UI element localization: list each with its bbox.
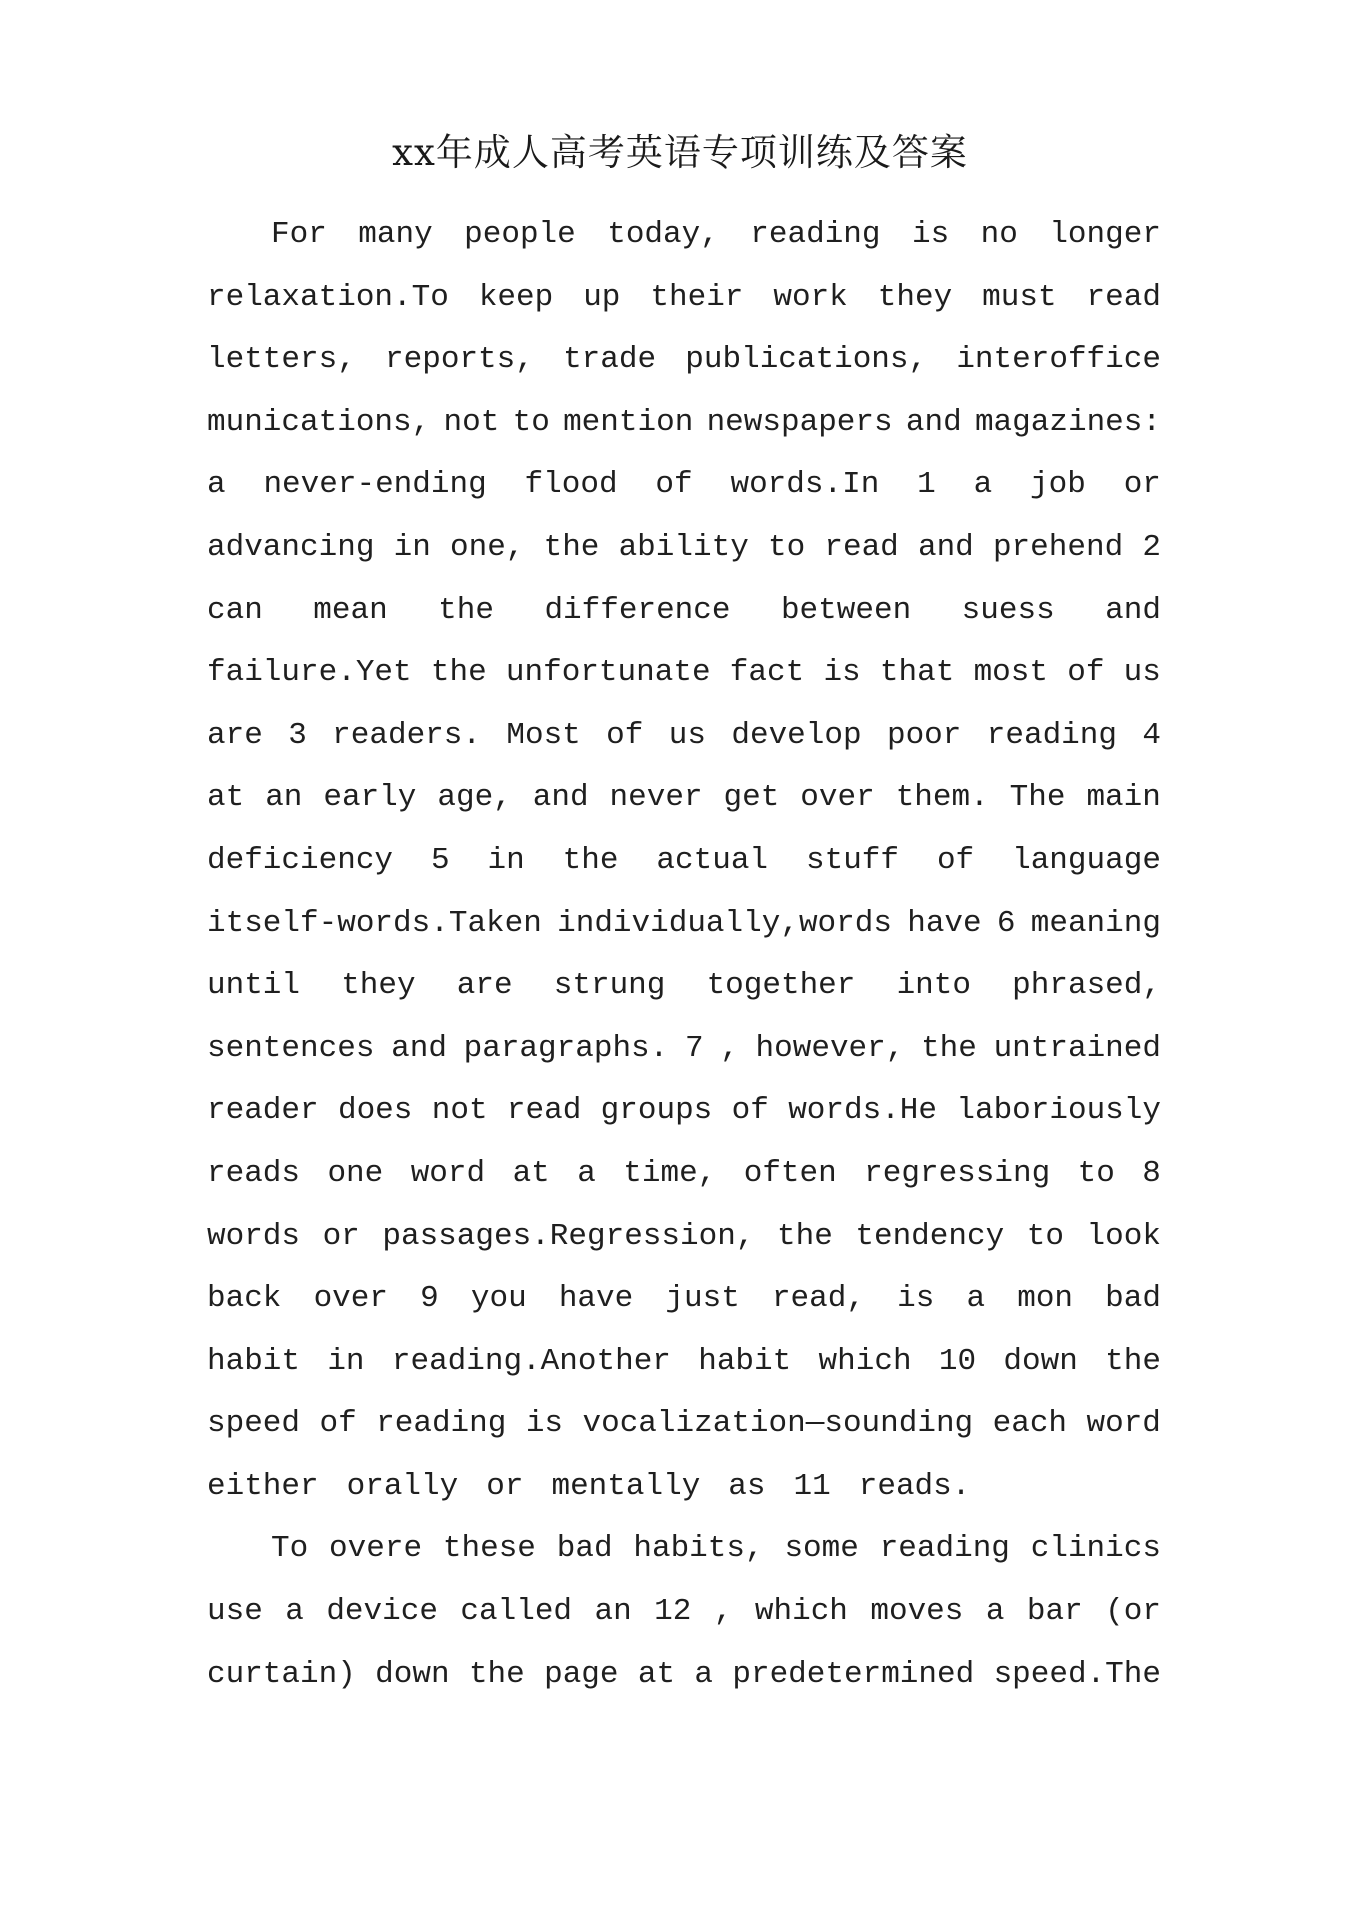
word: device: [326, 1594, 438, 1630]
word: 1: [917, 467, 936, 503]
word: together: [706, 968, 856, 1004]
word: ,: [720, 1030, 739, 1066]
word: called: [460, 1594, 573, 1630]
word: flood: [524, 467, 618, 503]
word: words: [207, 1218, 301, 1254]
word: the: [776, 1218, 833, 1254]
word: to: [512, 404, 550, 440]
word: overe: [329, 1531, 423, 1567]
word: in: [393, 529, 431, 565]
word: between: [780, 592, 912, 628]
text-line: [207, 580, 1161, 643]
word: untrained: [993, 1030, 1161, 1066]
word: itself-words.Taken: [207, 905, 542, 941]
text-line: [207, 1518, 1161, 1581]
word: a: [207, 467, 226, 503]
word: relaxation.To: [207, 279, 449, 315]
word: munications,: [207, 404, 431, 440]
word: publications,: [685, 342, 928, 378]
word: not: [431, 1093, 488, 1129]
word: a: [973, 467, 993, 503]
word: an: [594, 1594, 632, 1630]
word: newspapers: [706, 404, 893, 440]
word: For: [271, 217, 327, 252]
word: vocalization—sounding: [582, 1406, 974, 1442]
word: reading: [750, 217, 881, 252]
text-line: [207, 767, 1161, 830]
word: reading: [986, 717, 1117, 753]
word: habit: [207, 1343, 301, 1379]
word: fact: [729, 655, 805, 691]
word: reads: [207, 1155, 301, 1191]
word: read: [506, 1093, 582, 1129]
word: read: [824, 529, 899, 565]
word: an: [265, 780, 303, 816]
word: have: [558, 1281, 634, 1317]
word: us: [1123, 655, 1161, 691]
word: until: [207, 968, 301, 1004]
word: to: [767, 529, 806, 565]
text-line: [207, 454, 1161, 517]
word: many: [358, 217, 433, 252]
word: you: [470, 1281, 527, 1317]
word: phrased,: [1012, 968, 1161, 1004]
word: they: [877, 279, 953, 315]
word: 4: [1142, 717, 1161, 753]
word: curtain): [207, 1656, 356, 1692]
word: job: [1030, 467, 1086, 503]
word: down: [1003, 1343, 1078, 1379]
word: laboriously: [956, 1093, 1161, 1129]
word: the: [562, 842, 619, 878]
word: over: [800, 780, 875, 816]
word: get: [723, 780, 780, 816]
word: down: [375, 1656, 450, 1692]
text-line: [207, 1393, 1161, 1456]
word: bar: [1026, 1594, 1083, 1630]
text-line: [207, 893, 1161, 956]
word: at: [637, 1656, 676, 1692]
word: is: [823, 655, 861, 691]
text-line: [207, 1018, 1161, 1081]
word: time,: [623, 1155, 717, 1191]
word: meaning: [1030, 905, 1161, 941]
word: 11: [793, 1468, 831, 1504]
word: not: [443, 404, 500, 440]
word: as: [728, 1468, 766, 1504]
word: speed: [207, 1406, 301, 1442]
text-line: [207, 517, 1161, 580]
word: up: [583, 279, 621, 315]
word: bad: [1105, 1281, 1161, 1317]
word: of: [319, 1406, 357, 1442]
word: to: [1077, 1155, 1115, 1191]
word: and: [1105, 592, 1161, 628]
word: which: [754, 1594, 848, 1630]
word: read,: [771, 1281, 865, 1317]
word: words.He: [788, 1093, 938, 1129]
word: the: [921, 1030, 977, 1066]
word: reads.: [858, 1468, 971, 1504]
text-line: [207, 329, 1161, 392]
word: 6: [996, 905, 1016, 941]
word: mon: [1017, 1281, 1074, 1317]
word: reading: [376, 1406, 507, 1442]
word: the: [1105, 1343, 1161, 1379]
word: trade: [563, 342, 657, 378]
word: have: [907, 905, 982, 941]
word: develop: [731, 717, 862, 753]
word: the: [438, 592, 494, 628]
word: at: [512, 1155, 550, 1191]
word: are: [207, 717, 263, 753]
text-line: [207, 1331, 1161, 1394]
word: in: [487, 842, 525, 878]
word: (or: [1105, 1594, 1161, 1630]
word: orally: [346, 1468, 459, 1504]
word: a: [985, 1594, 1005, 1630]
word: of: [655, 467, 693, 503]
word: 3: [288, 717, 307, 753]
word: regressing: [864, 1155, 1051, 1191]
word: and: [905, 404, 962, 440]
word: clinics: [1030, 1531, 1161, 1567]
word: To: [271, 1531, 309, 1567]
word: each: [992, 1406, 1068, 1442]
word: at: [207, 780, 245, 816]
word: look: [1086, 1218, 1161, 1254]
word: of: [1067, 655, 1105, 691]
word: never: [609, 780, 703, 816]
word: suess: [961, 592, 1055, 628]
word: stuff: [805, 842, 899, 878]
word: use: [207, 1594, 263, 1630]
word: never-ending: [263, 467, 487, 503]
word: unfortunate: [505, 655, 711, 691]
word: that: [879, 655, 955, 691]
word: longer: [1049, 217, 1161, 252]
word: reader: [207, 1093, 319, 1129]
word: these: [442, 1531, 536, 1567]
word: tendency: [855, 1218, 1005, 1254]
word: can: [207, 592, 263, 628]
text-line: [207, 267, 1161, 330]
word: sentences: [207, 1030, 375, 1066]
word: 7: [684, 1030, 704, 1066]
word: ,: [713, 1594, 733, 1630]
word: read: [1086, 279, 1161, 315]
text-line: [207, 830, 1161, 893]
text-line: [207, 642, 1161, 705]
word: 10: [938, 1343, 977, 1379]
word: us: [668, 717, 706, 753]
word: paragraphs.: [463, 1030, 669, 1066]
word: readers.: [332, 717, 481, 753]
word: The: [1009, 780, 1066, 816]
word: to: [1026, 1218, 1064, 1254]
text-line: [207, 204, 1161, 267]
word: difference: [544, 592, 731, 628]
word: actual: [656, 842, 769, 878]
word: which: [818, 1343, 912, 1379]
word: 8: [1142, 1155, 1161, 1191]
word: word: [410, 1155, 486, 1191]
word: a: [966, 1281, 986, 1317]
word: speed.The: [993, 1656, 1161, 1692]
word: keep: [478, 279, 554, 315]
word: or: [486, 1468, 524, 1504]
document-title: xx年成人高考英语专项训练及答案: [392, 131, 968, 174]
word: today,: [607, 217, 719, 252]
word: words.In: [730, 467, 880, 503]
text-line: [207, 1644, 1161, 1707]
word: of: [606, 717, 644, 753]
word: is: [525, 1406, 564, 1442]
word: or: [1123, 467, 1161, 503]
word: most: [973, 655, 1048, 691]
word: must: [982, 279, 1057, 315]
word: however,: [755, 1030, 905, 1066]
word: 12: [654, 1594, 692, 1630]
word: one: [327, 1155, 384, 1191]
word: either: [207, 1468, 319, 1504]
word: the: [543, 529, 600, 565]
document-body: [207, 204, 1161, 1706]
word: failure.Yet: [207, 655, 412, 691]
word: they: [341, 968, 416, 1004]
word: mention: [563, 404, 694, 440]
word: reading.Another: [391, 1343, 671, 1379]
word: their: [650, 279, 744, 315]
text-line: [207, 955, 1161, 1018]
word: interoffice: [956, 342, 1161, 378]
text-line: [207, 1206, 1161, 1269]
word: is: [911, 217, 950, 252]
word: poor: [886, 717, 962, 753]
word: habits,: [633, 1531, 764, 1567]
word: passages.Regression,: [382, 1218, 755, 1254]
word: the: [468, 1656, 525, 1692]
word: 9: [420, 1281, 439, 1317]
word: moves: [870, 1594, 964, 1630]
word: back: [207, 1281, 282, 1317]
word: bad: [556, 1531, 613, 1567]
word: predetermined: [732, 1656, 975, 1692]
word: them.: [895, 780, 989, 816]
word: work: [773, 279, 848, 315]
word: early: [323, 780, 417, 816]
word: reading: [879, 1531, 1010, 1567]
word: page: [544, 1656, 619, 1692]
word: people: [464, 217, 576, 252]
text-line: [207, 1456, 1161, 1519]
word: a: [694, 1656, 714, 1692]
word: groups: [600, 1093, 713, 1129]
word: and: [391, 1030, 447, 1066]
word: in: [327, 1343, 365, 1379]
word: one,: [450, 529, 525, 565]
text-line: [207, 705, 1161, 768]
word: does: [337, 1093, 413, 1129]
word: no: [980, 217, 1018, 252]
word: are: [456, 968, 513, 1004]
word: prehend: [992, 529, 1124, 565]
word: and: [532, 780, 589, 816]
word: language: [1012, 842, 1161, 878]
word: letters,: [207, 342, 356, 378]
word: advancing: [207, 529, 375, 565]
word: of: [731, 1093, 769, 1129]
word: a: [577, 1155, 596, 1191]
word: age,: [437, 780, 512, 816]
word: mentally: [551, 1468, 701, 1504]
text-line: [207, 1080, 1161, 1143]
word: reports,: [385, 342, 534, 378]
word: deficiency: [207, 842, 394, 878]
word: habit: [698, 1343, 792, 1379]
word: of: [936, 842, 975, 878]
word: Most: [506, 717, 581, 753]
text-line: [207, 392, 1161, 455]
word: just: [665, 1281, 740, 1317]
word: some: [784, 1531, 859, 1567]
word: word: [1086, 1406, 1161, 1442]
word: into: [896, 968, 971, 1004]
word: or: [322, 1218, 360, 1254]
word: is: [897, 1281, 935, 1317]
text-line: [207, 1268, 1161, 1331]
word: strung: [553, 968, 666, 1004]
text-line: [207, 1143, 1161, 1206]
word: 2: [1142, 529, 1161, 565]
word: individually,words: [557, 905, 892, 941]
text-line: [207, 1581, 1161, 1644]
word: main: [1086, 780, 1161, 816]
word: magazines:: [974, 404, 1161, 440]
word: over: [313, 1281, 388, 1317]
word: the: [430, 655, 487, 691]
word: ability: [618, 529, 749, 565]
word: and: [917, 529, 974, 565]
word: mean: [313, 592, 388, 628]
word: 5: [430, 842, 450, 878]
word: a: [285, 1594, 304, 1630]
word: often: [743, 1155, 837, 1191]
